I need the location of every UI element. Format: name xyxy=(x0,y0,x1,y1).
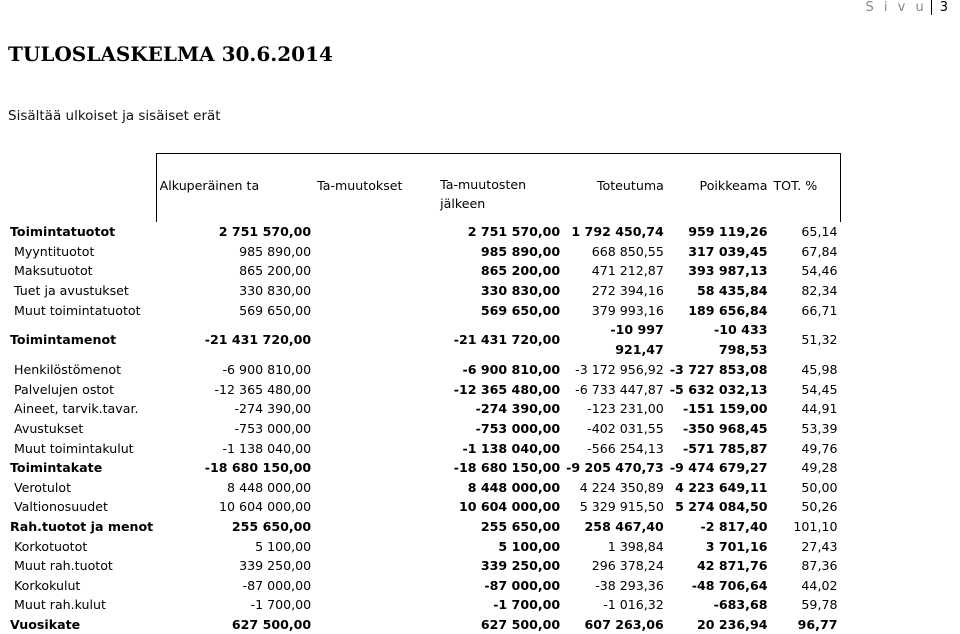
cell-muutokset xyxy=(314,242,437,262)
cell-muutokset xyxy=(314,320,437,360)
cell-toteutuma: 296 378,24 xyxy=(591,558,664,574)
cell-alkuperainen: 627 500,00 xyxy=(231,616,312,632)
table-row xyxy=(7,222,840,242)
cell-toteutuma: 4 224 350,89 xyxy=(579,479,664,495)
cell-jalkeen: 627 500,00 xyxy=(480,616,561,632)
cell-poikkeama: 58 435,84 xyxy=(696,283,768,299)
cell-toteutuma: -402 031,55 xyxy=(587,421,664,437)
cell-toteutuma: 471 212,87 xyxy=(591,263,664,279)
header-row xyxy=(7,174,840,222)
cell-alkuperainen: -18 680 150,00 xyxy=(204,460,312,476)
cell-muutokset xyxy=(314,261,437,281)
cell-tot: 49,28 xyxy=(801,460,838,476)
row-label: Vuosikate xyxy=(10,616,81,632)
cell-tot: 54,45 xyxy=(801,381,838,397)
cell-alkuperainen: 10 604 000,00 xyxy=(219,499,312,515)
cell-alkuperainen: -12 365 480,00 xyxy=(214,381,312,397)
cell-jalkeen: -12 365 480,00 xyxy=(453,381,561,397)
cell-alkuperainen: -6 900 810,00 xyxy=(222,362,312,378)
page-header xyxy=(866,0,948,15)
cell-poikkeama: 189 656,84 xyxy=(688,302,768,318)
cell-tot: 44,02 xyxy=(801,577,838,593)
cell-muutokset xyxy=(314,419,437,439)
cell-muutokset xyxy=(314,517,437,537)
cell-tot: 82,34 xyxy=(801,283,838,299)
page-label: S i v u xyxy=(865,0,927,15)
cell-tot: 27,43 xyxy=(801,538,838,554)
row-label: Muut toimintakulut xyxy=(14,440,134,456)
table-row xyxy=(7,261,840,281)
cell-poikkeama: -10 433 798,53 xyxy=(714,321,768,357)
row-label: Rah.tuotot ja menot xyxy=(10,519,154,535)
col-header-alkuperainen: Alkuperäinen ta xyxy=(156,174,314,222)
col-header-toteutuma: Toteutuma xyxy=(596,178,664,193)
cell-jalkeen: -18 680 150,00 xyxy=(453,460,561,476)
cell-poikkeama: 959 119,26 xyxy=(688,224,768,240)
cell-alkuperainen: 865 200,00 xyxy=(239,263,312,279)
cell-tot: 53,39 xyxy=(801,421,838,437)
cell-tot: 66,71 xyxy=(801,302,838,318)
cell-tot: 67,84 xyxy=(801,243,838,259)
cell-toteutuma: 1 792 450,74 xyxy=(571,224,664,240)
cell-poikkeama: 4 223 649,11 xyxy=(675,479,768,495)
cell-alkuperainen: 985 890,00 xyxy=(239,243,312,259)
row-label: Henkilöstömenot xyxy=(14,362,122,378)
cell-toteutuma: 1 398,84 xyxy=(607,538,664,554)
cell-toteutuma: -566 254,13 xyxy=(587,440,664,456)
cell-poikkeama: 42 871,76 xyxy=(696,558,768,574)
cell-tot: 65,14 xyxy=(801,224,838,240)
cell-alkuperainen: 255 650,00 xyxy=(231,519,312,535)
cell-muutokset xyxy=(314,438,437,458)
table-row xyxy=(7,438,840,458)
row-label: Palvelujen ostot xyxy=(14,381,115,397)
cell-alkuperainen: -274 390,00 xyxy=(234,401,312,417)
cell-poikkeama: -151 159,00 xyxy=(682,401,768,417)
row-label: Avustukset xyxy=(14,421,84,437)
cell-jalkeen: 865 200,00 xyxy=(480,263,561,279)
row-label: Aineet, tarvik.tavar. xyxy=(14,401,139,417)
row-label: Korkokulut xyxy=(14,577,81,593)
cell-alkuperainen: 339 250,00 xyxy=(239,558,312,574)
cell-toteutuma: -9 205 470,73 xyxy=(566,460,664,476)
table-row xyxy=(7,576,840,596)
cell-tot: 50,00 xyxy=(801,479,838,495)
cell-alkuperainen: 2 751 570,00 xyxy=(218,224,312,240)
income-statement-table xyxy=(7,153,841,634)
cell-poikkeama: 20 236,94 xyxy=(696,616,768,632)
cell-tot: 44,91 xyxy=(801,401,838,417)
cell-alkuperainen: -87 000,00 xyxy=(242,577,312,593)
cell-jalkeen: -87 000,00 xyxy=(484,577,561,593)
cell-poikkeama: -683,68 xyxy=(713,597,768,613)
col-header-muutokset: Ta-muutokset xyxy=(317,178,403,193)
cell-jalkeen: -1 700,00 xyxy=(493,597,561,613)
cell-muutokset xyxy=(314,380,437,400)
row-label: Muut rah.tuotot xyxy=(14,558,113,574)
cell-toteutuma: 379 993,16 xyxy=(591,302,664,318)
cell-jalkeen: 569 650,00 xyxy=(480,302,561,318)
row-label: Valtionosuudet xyxy=(14,499,108,515)
row-label: Verotulot xyxy=(14,479,72,495)
cell-muutokset xyxy=(314,399,437,419)
cell-poikkeama: -350 968,45 xyxy=(682,421,768,437)
table-row xyxy=(7,419,840,439)
table-row xyxy=(7,595,840,615)
row-label: Muut toimintatuotot xyxy=(14,302,141,318)
cell-toteutuma: 607 263,06 xyxy=(584,616,664,632)
cell-jalkeen: -753 000,00 xyxy=(475,421,561,437)
cell-poikkeama: -2 817,40 xyxy=(700,519,768,535)
cell-muutokset xyxy=(314,497,437,517)
row-label: Toimintakate xyxy=(10,460,103,476)
cell-alkuperainen: 569 650,00 xyxy=(239,302,312,318)
cell-poikkeama: -48 706,64 xyxy=(691,577,768,593)
cell-alkuperainen: -753 000,00 xyxy=(234,421,312,437)
cell-jalkeen: 5 100,00 xyxy=(498,538,561,554)
table-row xyxy=(7,320,840,360)
row-label: Maksutuotot xyxy=(14,263,93,279)
cell-toteutuma: -38 293,36 xyxy=(595,577,664,593)
cell-jalkeen: 255 650,00 xyxy=(480,519,561,535)
cell-tot: 49,76 xyxy=(801,440,838,456)
cell-poikkeama: 317 039,45 xyxy=(688,243,768,259)
table-row xyxy=(7,556,840,576)
cell-alkuperainen: 8 448 000,00 xyxy=(227,479,312,495)
cell-muutokset xyxy=(314,478,437,498)
cell-muutokset xyxy=(314,222,437,242)
cell-tot: 59,78 xyxy=(801,597,838,613)
cell-poikkeama: 393 987,13 xyxy=(688,263,768,279)
row-label: Myyntituotot xyxy=(14,243,95,259)
cell-toteutuma: 258 467,40 xyxy=(584,519,664,535)
cell-jalkeen: 339 250,00 xyxy=(480,558,561,574)
table-row xyxy=(7,497,840,517)
cell-muutokset xyxy=(314,360,437,380)
row-label: Toimintatuotot xyxy=(10,224,116,240)
cell-tot: 87,36 xyxy=(801,558,838,574)
table-row xyxy=(7,615,840,634)
table-row xyxy=(7,242,840,262)
cell-alkuperainen: -1 138 040,00 xyxy=(222,440,312,456)
cell-muutokset xyxy=(314,536,437,556)
cell-toteutuma: 272 394,16 xyxy=(591,283,664,299)
cell-jalkeen: -21 431 720,00 xyxy=(453,332,561,348)
table-row xyxy=(7,281,840,301)
cell-tot: 54,46 xyxy=(801,263,838,279)
col-header-poikkeama: Poikkeama xyxy=(699,178,768,193)
row-label: Muut rah.kulut xyxy=(14,597,106,613)
col-header-jalkeen: Ta-muutosten jälkeen xyxy=(440,177,527,211)
cell-jalkeen: 8 448 000,00 xyxy=(467,479,561,495)
table-row xyxy=(7,517,840,537)
page-subtitle: Sisältää ulkoiset ja sisäiset erät xyxy=(8,108,221,124)
row-label: Toimintamenot xyxy=(10,332,117,348)
header-spacer-row xyxy=(7,154,840,175)
table-row xyxy=(7,536,840,556)
row-label: Korkotuotot xyxy=(14,538,88,554)
col-header-tot: TOT. % xyxy=(770,174,840,222)
cell-poikkeama: -9 474 679,27 xyxy=(669,460,768,476)
cell-toteutuma: 5 329 915,50 xyxy=(579,499,664,515)
cell-jalkeen: 10 604 000,00 xyxy=(458,499,561,515)
cell-tot: 51,32 xyxy=(801,332,838,348)
cell-jalkeen: 330 830,00 xyxy=(480,283,561,299)
cell-poikkeama: -5 632 032,13 xyxy=(669,381,768,397)
cell-toteutuma: -3 172 956,92 xyxy=(575,362,664,378)
cell-poikkeama: 3 701,16 xyxy=(705,538,768,554)
page-number: 3 xyxy=(931,0,948,15)
cell-toteutuma: -123 231,00 xyxy=(587,401,664,417)
cell-tot: 101,10 xyxy=(793,519,838,535)
cell-muutokset xyxy=(314,458,437,478)
cell-muutokset xyxy=(314,615,437,634)
cell-alkuperainen: -1 700,00 xyxy=(250,597,312,613)
cell-jalkeen: -1 138 040,00 xyxy=(462,440,561,456)
cell-alkuperainen: -21 431 720,00 xyxy=(204,332,312,348)
cell-jalkeen: 985 890,00 xyxy=(480,243,561,259)
cell-poikkeama: 5 274 084,50 xyxy=(675,499,768,515)
cell-muutokset xyxy=(314,595,437,615)
cell-muutokset xyxy=(314,556,437,576)
cell-tot: 45,98 xyxy=(801,362,838,378)
cell-muutokset xyxy=(314,576,437,596)
cell-poikkeama: -3 727 853,08 xyxy=(669,362,768,378)
cell-toteutuma: -10 997 921,47 xyxy=(610,321,664,357)
table-row xyxy=(7,360,840,380)
table-row xyxy=(7,458,840,478)
cell-jalkeen: -6 900 810,00 xyxy=(462,362,561,378)
cell-alkuperainen: 330 830,00 xyxy=(239,283,312,299)
row-label: Tuet ja avustukset xyxy=(14,283,129,299)
table-row xyxy=(7,478,840,498)
cell-tot: 50,26 xyxy=(801,499,838,515)
cell-toteutuma: -1 016,32 xyxy=(603,597,664,613)
cell-tot: 96,77 xyxy=(797,616,838,632)
cell-poikkeama: -571 785,87 xyxy=(682,440,768,456)
cell-jalkeen: 2 751 570,00 xyxy=(467,224,561,240)
table-row xyxy=(7,380,840,400)
table-row xyxy=(7,300,840,320)
cell-alkuperainen: 5 100,00 xyxy=(255,538,312,554)
page-title: TULOSLASKELMA 30.6.2014 xyxy=(8,42,333,66)
cell-muutokset xyxy=(314,300,437,320)
table-row xyxy=(7,399,840,419)
cell-muutokset xyxy=(314,281,437,301)
cell-jalkeen: -274 390,00 xyxy=(475,401,561,417)
cell-toteutuma: -6 733 447,87 xyxy=(575,381,664,397)
cell-toteutuma: 668 850,55 xyxy=(591,243,664,259)
